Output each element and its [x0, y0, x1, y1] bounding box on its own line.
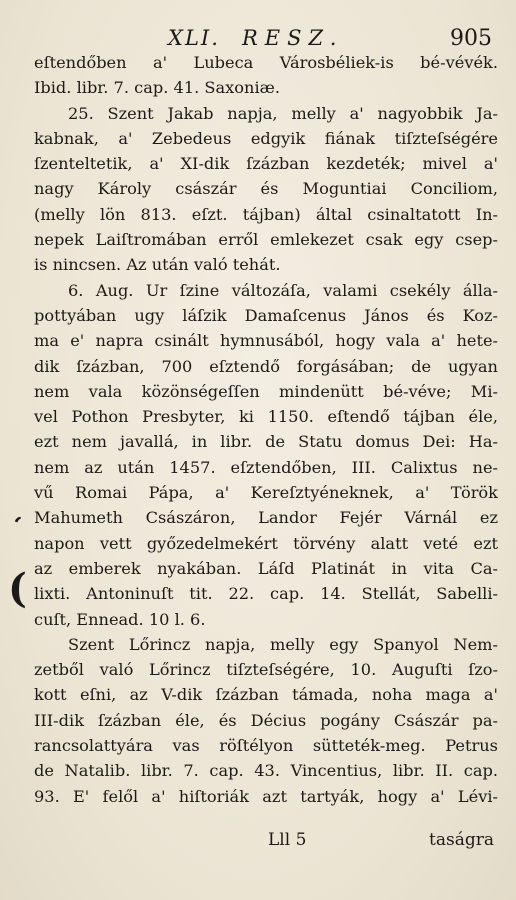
text-line: de Natalib. libr. 7. cap. 43. Vincentius, libr. II. cap. — [34, 761, 498, 781]
margin-mark: ʻ — [7, 511, 24, 539]
text-line: az emberek nyakában. Láſd Platinát in vita Ca- — [34, 558, 498, 578]
text-line: nem vala közönségeſſen mindenütt bé-véve; Mi- — [34, 381, 498, 401]
text-line: 93. E' felől a' hiſtoriák azt tartyák, hogy a' Lévi- — [34, 786, 498, 806]
text-line: zetből való Lőrincz tiſzteſségére, 10. Auguſti ſzo- — [34, 660, 498, 680]
text-line: nepek Laiſtromában erről emlekezet csak egy csep- — [34, 230, 498, 250]
text-line: kott eſni, az V-dik ſzázban támada, noha maga a' — [34, 685, 498, 705]
text-line: kabnak, a' Zebedeus edgyik fiának tiſzteſségére — [34, 128, 498, 148]
text-line: cuſt, Ennead. 10 l. 6. — [34, 609, 206, 629]
catchword: taságra — [429, 830, 494, 850]
chapter-number: XLI. — [168, 26, 220, 50]
text-line: 25. Szent Jakab napja, melly a' nagyobbik Ja- — [68, 103, 498, 123]
text-line: III-dik ſzázban éle, és Décius pogány Császár pa- — [34, 710, 498, 730]
text-line: 6. Aug. Ur ſzine változáſa, valami csekély álla- — [68, 280, 498, 300]
text-body — [34, 50, 498, 809]
text-line: (melly lön 813. eſzt. tájban) által csinaltatott In- — [34, 204, 498, 224]
text-line: dik ſzázban, 700 eſztendő forgásában; de ugyan — [34, 356, 498, 376]
chapter-word: RESZ. — [242, 26, 344, 50]
text-line: rancsolattyára vas röſtélyon sütteték-meg. Petrus — [34, 736, 498, 756]
text-line: nem az után 1457. eſztendőben, III. Calixtus ne- — [34, 457, 498, 477]
text-line: is nincsen. Az után való tehát. — [34, 255, 281, 275]
text-line: ezt nem javallá, in libr. de Statu domus Dei: Ha- — [34, 432, 498, 452]
signature-mark: Lll 5 — [268, 830, 307, 850]
text-line: nagy Károly császár és Moguntiai Conciliom, — [34, 179, 498, 199]
text-line: Szent Lőrincz napja, melly egy Spanyol Nem- — [68, 634, 498, 654]
page-number: 905 — [450, 26, 492, 51]
text-line: pottyában ugy láſzik Damaſcenus János és Koz- — [34, 305, 498, 325]
text-line: vű Romai Pápa, a' Kereſztyéneknek, a' Török — [34, 483, 498, 503]
text-line: lixti. Antoninuſt tit. 22. cap. 14. Stellát, Sabelli- — [34, 584, 498, 604]
text-line: eſtendőben a' Lubeca Városbéliek-is bé-vévék. — [34, 53, 498, 72]
text-line: Ibid. libr. 7. cap. 41. Saxoniæ. — [34, 78, 280, 98]
text-line: ma e' napra csinált hymnusából, hogy vala a' hete- — [34, 331, 498, 351]
text-line: vel Pothon Presbyter, ki 1150. eſtendő tájban éle, — [34, 407, 498, 427]
text-line: Mahumeth Császáron, Landor Fejér Várnál ez — [34, 508, 498, 528]
text-line: napon vett győzedelmekért törvény alatt veté ezt — [34, 533, 498, 553]
running-header — [0, 20, 516, 54]
text-line: ſzenteltetik, a' XI-dik ſzázban kezdeték; mivel a' — [34, 154, 498, 174]
margin-bracket-mark: ( — [8, 565, 27, 612]
